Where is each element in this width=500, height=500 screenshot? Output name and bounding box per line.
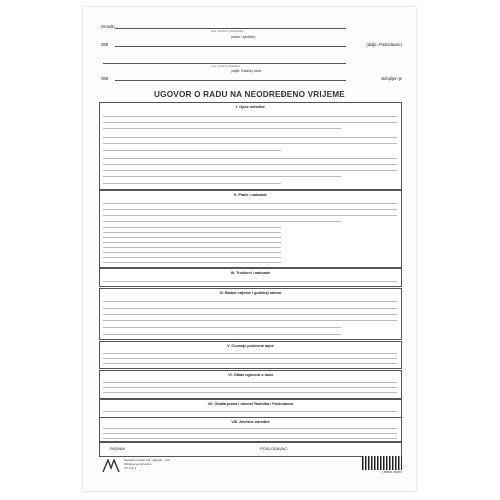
between-label: Između [101, 24, 115, 29]
intro-row-worker-oib [101, 71, 402, 83]
section-salary [99, 190, 402, 268]
section-general-provisions [99, 102, 402, 190]
section-costs [99, 268, 402, 287]
intro-row-employer-oib [101, 37, 402, 49]
intro-row-worker [101, 54, 402, 66]
worker-signature-label: RADNIK: [110, 446, 127, 451]
publisher-info [124, 458, 170, 471]
employer-seat-label: (naziv / sjedište) [231, 35, 256, 39]
section-title: I. Opće odredbe [236, 104, 265, 109]
concluded-label: sklopljen je [381, 76, 402, 81]
section-title: III. Troškovi i naknade [230, 270, 271, 275]
section-final-provisions [99, 417, 402, 442]
publisher-line-1: Narodne novine d.d., Zagreb - UrV [124, 458, 171, 462]
worker-name-sublabel: (ime i prezime / Radnika) [211, 65, 240, 68]
signature-row [99, 442, 402, 457]
section-business-secret [99, 341, 402, 369]
worker-alias: (dalje: Radnik) dana [231, 69, 262, 73]
worker-oib-label: OIB [101, 76, 109, 81]
section-title: V. Čuvanje poslovne tajne [227, 343, 274, 348]
barcode-number: 3 856001 056457 [381, 471, 402, 474]
publisher-logo-icon [102, 459, 120, 473]
employer-name-sublabel: (ime i prezime / poslodavca) [211, 30, 244, 33]
section-working-hours [99, 288, 402, 340]
barcode-icon [362, 456, 402, 470]
section-termination [99, 370, 402, 399]
intro-row-between [101, 19, 402, 31]
section-title: IV. Radno vrijeme i godišnji odmor [219, 290, 282, 295]
section-title: VIII. Završne odredbe [231, 419, 270, 424]
employer-signature-label: POSLODAVAC: [260, 446, 289, 451]
section-title: VII. Ostala prava i obveze Radnika i Poslodavca [207, 401, 294, 406]
section-title: II. Plaće i naknade [234, 192, 267, 197]
publisher-line-2: Obrazac je razvučen [124, 462, 152, 467]
document-title: UGOVOR O RADU NA NEODREĐENO VRIJEME [154, 90, 345, 99]
employer-alias: (dalje: Poslodavac) [366, 42, 402, 47]
section-title: VI. Otkaz ugovora o radu [228, 372, 273, 377]
employer-oib-label: OIB [101, 42, 109, 47]
form-code: UT-V-4-1 [124, 466, 137, 471]
